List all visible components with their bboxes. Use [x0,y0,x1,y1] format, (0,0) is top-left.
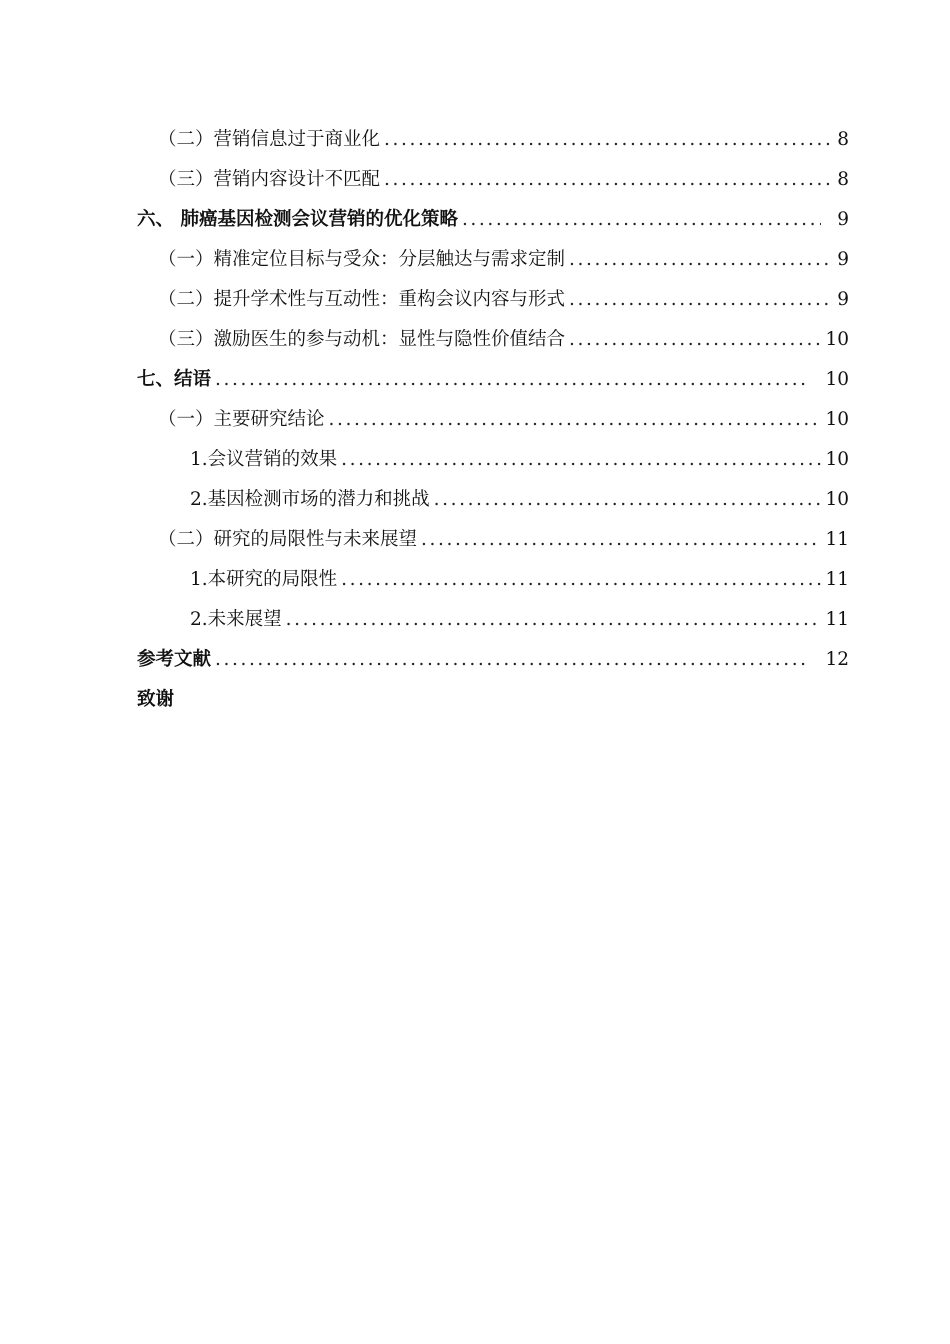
toc-dot-leader [286,600,822,640]
toc-entry-title: （二）研究的局限性与未来展望 [158,529,418,550]
toc-subentry[interactable] [190,440,849,480]
toc-dot-leader [569,320,821,360]
toc-entry[interactable] [158,160,849,200]
toc-dot-leader [329,400,822,440]
toc-chapter-entry[interactable] [137,200,849,240]
toc-entry-title: （二）营销信息过于商业化 [158,129,381,150]
toc-entry-title: （一）精准定位目标与受众：分层触达与需求定制 [158,249,566,270]
toc-dot-leader [462,200,821,240]
toc-dot-leader [341,440,821,480]
toc-entry[interactable] [158,280,849,320]
toc-dot-leader [215,640,809,680]
toc-dot-leader [569,240,833,280]
toc-page-number: 11 [825,609,849,630]
toc-dot-leader [421,520,821,560]
toc-chapter-entry[interactable] [137,360,849,400]
toc-entry-title: 参考文献 [137,649,212,670]
toc-entry-title: （二）提升学术性与互动性：重构会议内容与形式 [158,289,566,310]
toc-subentry[interactable] [190,480,849,520]
toc-dot-leader [434,480,822,520]
toc-entry-title: 1.会议营销的效果 [190,449,338,470]
toc-page-number: 10 [825,489,849,510]
toc-entry-title: 致谢 [137,689,175,710]
toc-page-number: 9 [837,289,849,310]
toc-entry-title: 2.未来展望 [190,609,282,630]
toc-chapter-entry[interactable] [137,640,849,680]
toc-entry-title: 2.基因检测市场的潜力和挑战 [190,489,430,510]
toc-dot-leader [569,280,833,320]
toc-entry[interactable] [158,120,849,160]
toc-dot-leader [384,120,833,160]
toc-entry[interactable] [158,520,849,560]
toc-page-number: 10 [825,449,849,470]
toc-entry[interactable] [158,240,849,280]
toc-page-number: 10 [825,409,849,430]
toc-chapter-entry[interactable] [137,680,849,720]
toc-page-number: 9 [837,209,849,230]
toc-page-number: 9 [837,249,849,270]
toc-page-number: 10 [825,329,849,350]
toc-page-number: 8 [837,129,849,150]
toc-subentry[interactable] [190,560,849,600]
toc-subentry[interactable] [190,600,849,640]
toc-entry[interactable] [158,400,849,440]
toc-page-number: 11 [825,529,849,550]
toc-dot-leader [384,160,833,200]
toc-entry[interactable] [158,320,849,360]
toc-page-number: 11 [825,569,849,590]
toc-entry-title: （三）营销内容设计不匹配 [158,169,381,190]
toc-entry-title: （一）主要研究结论 [158,409,325,430]
toc-dot-leader [341,560,821,600]
toc-page-number: 8 [837,169,849,190]
toc-page-number: 12 [825,649,849,670]
toc-dot-leader [215,360,809,400]
toc-entry-title: 六、 肺癌基因检测会议营销的优化策略 [137,209,458,230]
toc-entry-title: （三）激励医生的参与动机：显性与隐性价值结合 [158,329,566,350]
toc-entry-title: 1.本研究的局限性 [190,569,338,590]
toc-entry-title: 七、结语 [137,369,212,390]
toc-page-number: 10 [825,369,849,390]
